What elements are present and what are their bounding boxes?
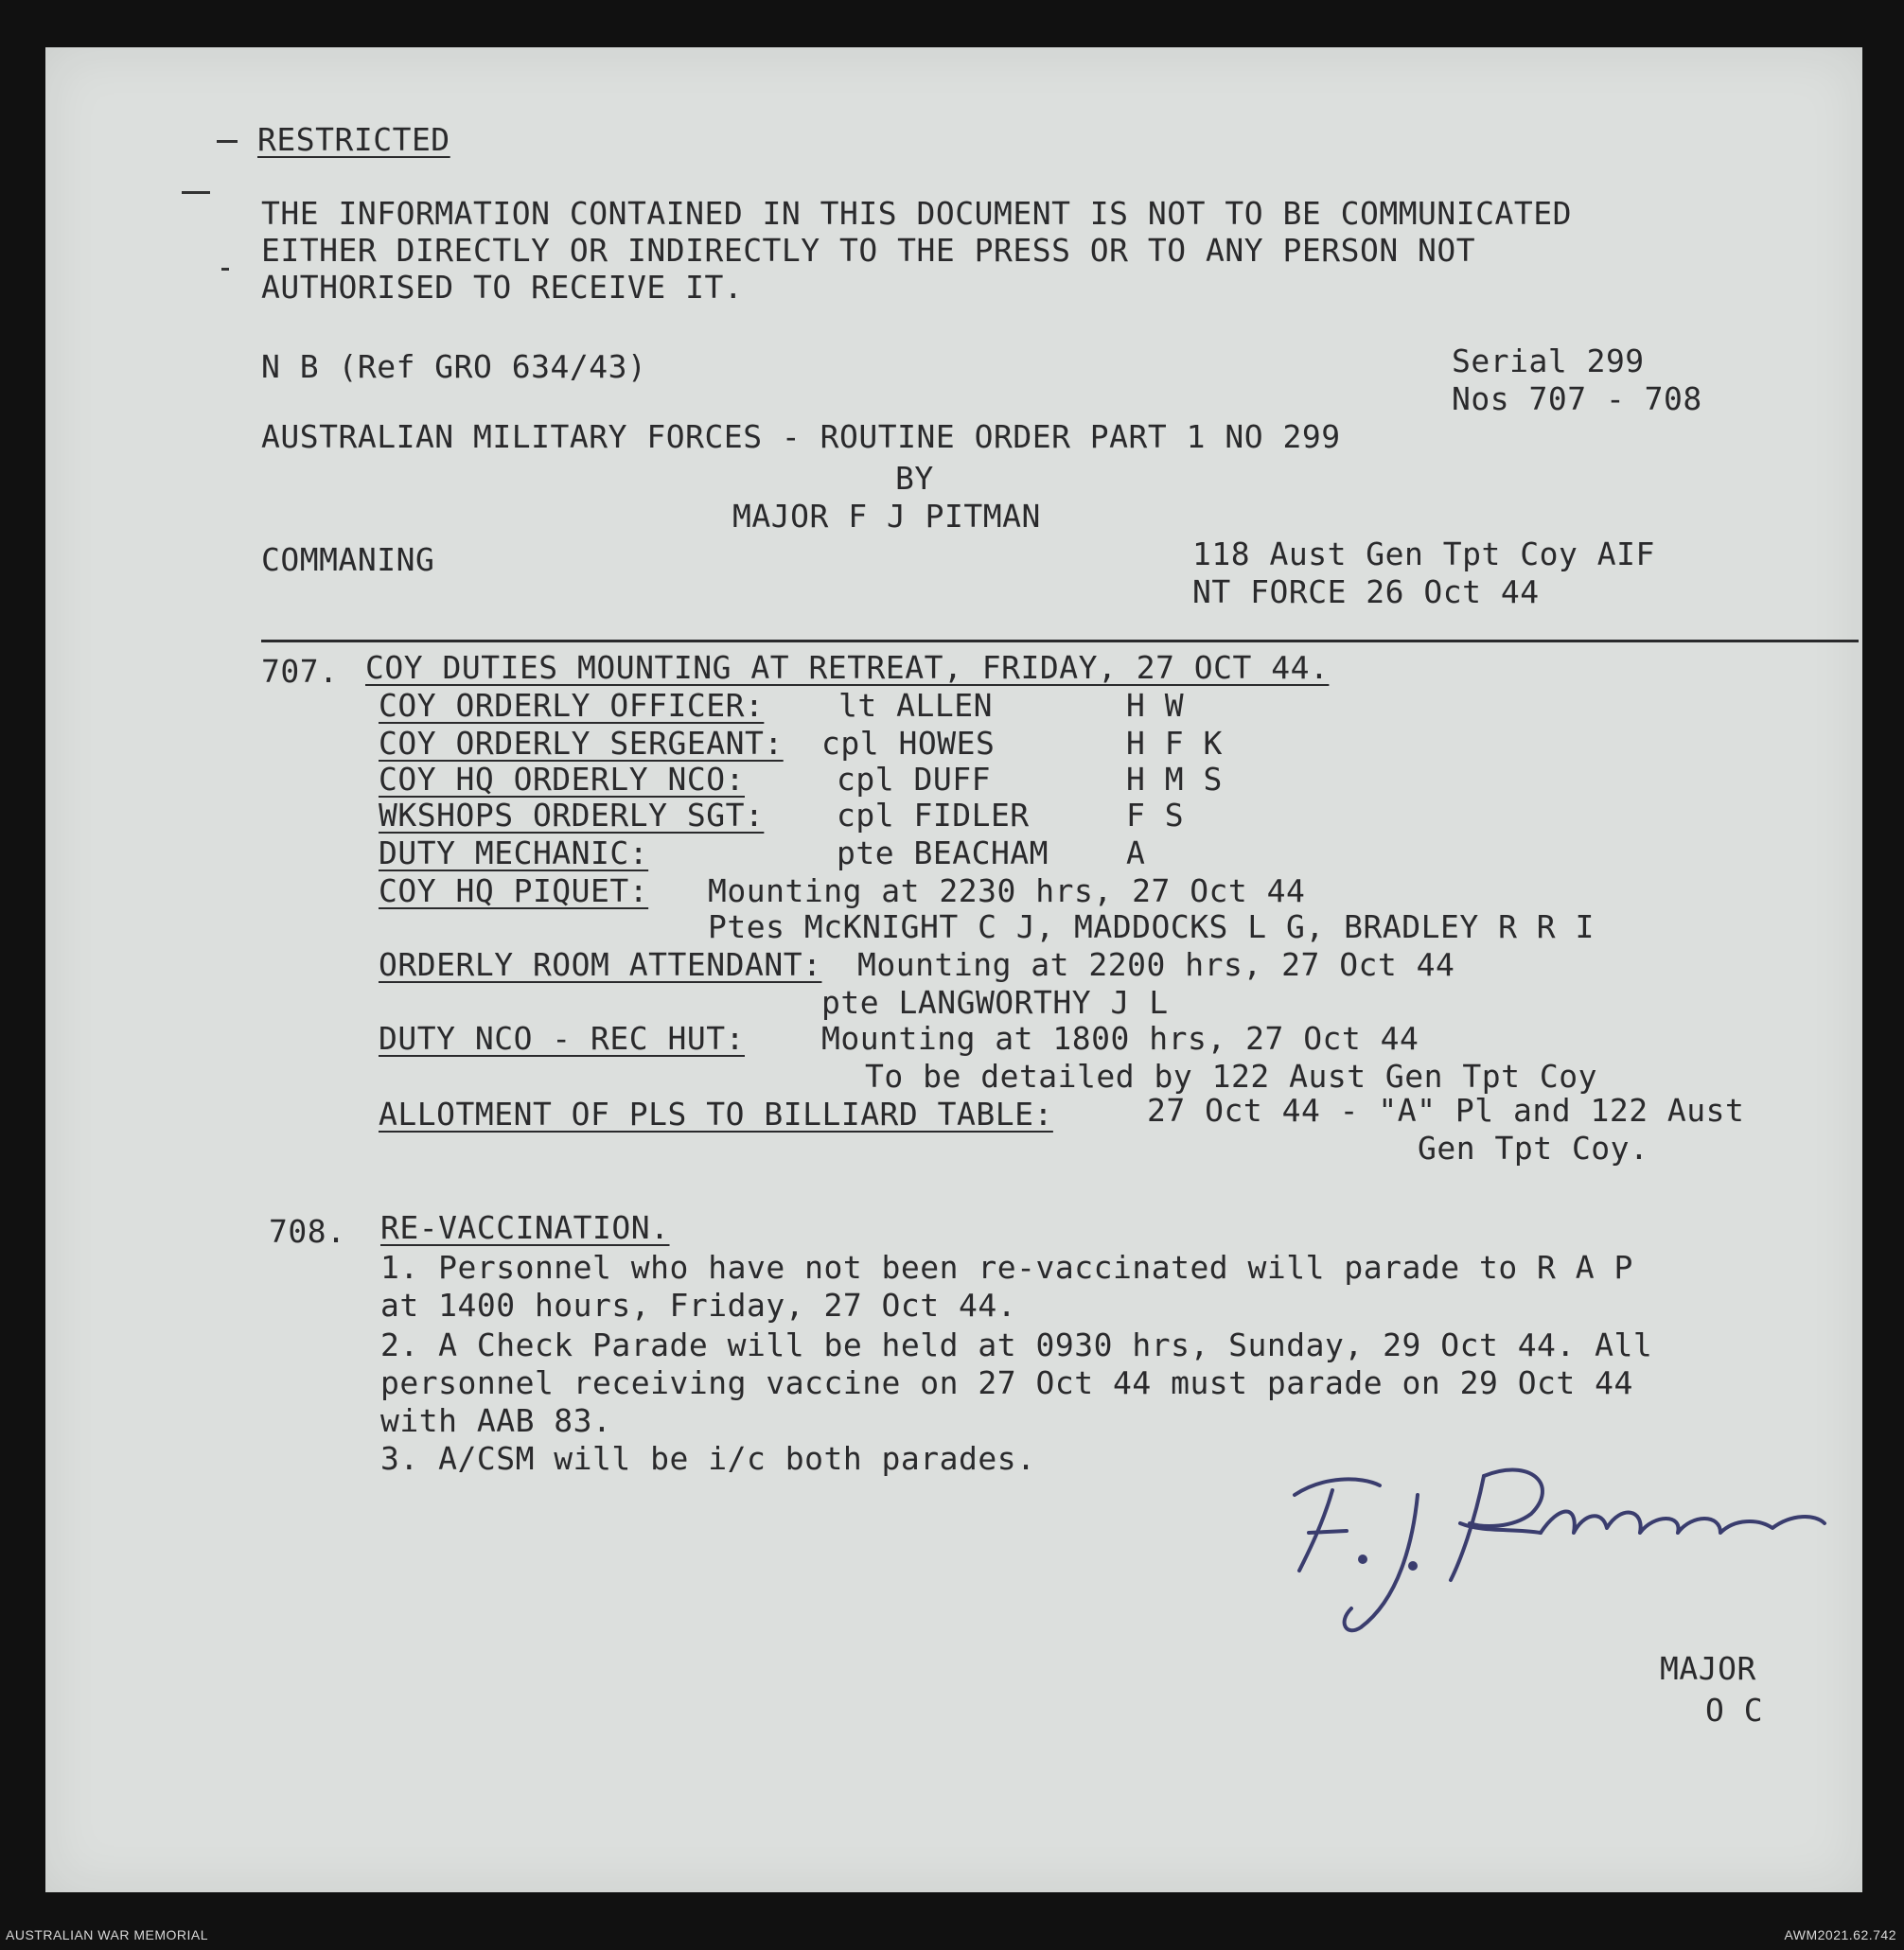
paragraph-line: 1. Personnel who have not been re-vaccinated will parade to R A P: [380, 1249, 1633, 1286]
duty-initials: H M S: [1126, 761, 1223, 798]
margin-mark: [182, 191, 210, 194]
duty-assignee: pte BEACHAM: [837, 834, 1049, 871]
commanding-label: COMMANING: [261, 541, 435, 578]
attendant-time: Mounting at 2200 hrs, 27 Oct 44: [857, 946, 1455, 983]
duty-initials: F S: [1126, 797, 1185, 834]
duty-initials: H F K: [1126, 725, 1223, 762]
divider-line: [261, 640, 1859, 642]
duty-assignee: lt ALLEN: [838, 687, 993, 724]
duty-label: COY ORDERLY SERGEANT:: [379, 725, 784, 762]
warning-line: THE INFORMATION CONTAINED IN THIS DOCUMENT IS NOT TO BE COMMUNICATED: [261, 195, 1573, 232]
attendant-name: pte LANGWORTHY J L: [821, 984, 1169, 1021]
nb-reference: N B (Ref GRO 634/43): [261, 348, 647, 385]
footer-collection-label: AUSTRALIAN WAR MEMORIAL: [6, 1927, 209, 1942]
by-label: BY: [895, 460, 934, 497]
paragraph-line: 3. A/CSM will be i/c both parades.: [380, 1440, 1036, 1477]
rec-hut-nco-detail: To be detailed by 122 Aust Gen Tpt Coy: [865, 1058, 1597, 1095]
rec-hut-nco-time: Mounting at 1800 hrs, 27 Oct 44: [821, 1020, 1419, 1057]
footer-accession-number: AWM2021.62.742: [1784, 1927, 1896, 1942]
section-title: RE-VACCINATION.: [380, 1209, 670, 1246]
duty-assignee: cpl DUFF: [837, 761, 991, 798]
section-number: 707.: [261, 653, 339, 690]
order-title: AUSTRALIAN MILITARY FORCES - ROUTINE ORDER PART 1 NO 299: [261, 418, 1341, 455]
handwritten-signature: [1257, 1438, 1862, 1646]
paragraph-line: at 1400 hours, Friday, 27 Oct 44.: [380, 1287, 1017, 1324]
duty-initials: H W: [1126, 687, 1185, 724]
duty-label: WKSHOPS ORDERLY SGT:: [379, 797, 765, 834]
issuer-name: MAJOR F J PITMAN: [732, 498, 1041, 535]
piquet-time: Mounting at 2230 hrs, 27 Oct 44: [708, 872, 1306, 909]
duty-assignee: cpl HOWES: [821, 725, 996, 762]
serial-number: Serial 299: [1452, 343, 1645, 379]
warning-line: AUTHORISED TO RECEIVE IT.: [261, 269, 744, 306]
paragraph-line: 2. A Check Parade will be held at 0930 hrs, Sunday, 29 Oct 44. All: [380, 1326, 1653, 1363]
location-date: NT FORCE 26 Oct 44: [1192, 573, 1540, 610]
piquet-label: COY HQ PIQUET:: [379, 872, 649, 909]
document-page: [45, 47, 1862, 1892]
paragraph-line: with AAB 83.: [380, 1402, 612, 1439]
duty-initials: A: [1126, 834, 1146, 871]
margin-mark: [221, 268, 229, 271]
duty-label: COY ORDERLY OFFICER:: [379, 687, 765, 724]
warning-line: EITHER DIRECTLY OR INDIRECTLY TO THE PRESS OR TO ANY PERSON NOT: [261, 232, 1476, 269]
billiard-allotment-cont: Gen Tpt Coy.: [1418, 1130, 1649, 1167]
section-number: 708.: [269, 1213, 346, 1250]
duty-label: DUTY MECHANIC:: [379, 834, 649, 871]
rec-hut-nco-label: DUTY NCO - REC HUT:: [379, 1020, 745, 1057]
attendant-label: ORDERLY ROOM ATTENDANT:: [379, 946, 822, 983]
duty-assignee: cpl FIDLER: [837, 797, 1030, 834]
section-title: COY DUTIES MOUNTING AT RETREAT, FRIDAY, 27 OCT 44.: [365, 649, 1330, 686]
paragraph-line: personnel receiving vaccine on 27 Oct 44 must parade on 29 Oct 44: [380, 1364, 1633, 1401]
signatory-rank: MAJOR: [1660, 1650, 1756, 1687]
margin-mark: [217, 140, 238, 143]
billiard-allotment: 27 Oct 44 - "A" Pl and 122 Aust: [1147, 1092, 1745, 1129]
duty-label: COY HQ ORDERLY NCO:: [379, 761, 745, 798]
classification-label: RESTRICTED: [257, 121, 450, 158]
billiard-label: ALLOTMENT OF PLS TO BILLIARD TABLE:: [379, 1096, 1053, 1133]
signatory-role: O C: [1705, 1692, 1764, 1729]
piquet-names: Ptes McKNIGHT C J, MADDOCKS L G, BRADLEY R R I: [708, 908, 1595, 945]
order-numbers: Nos 707 - 708: [1452, 380, 1702, 417]
unit-name: 118 Aust Gen Tpt Coy AIF: [1192, 536, 1655, 572]
